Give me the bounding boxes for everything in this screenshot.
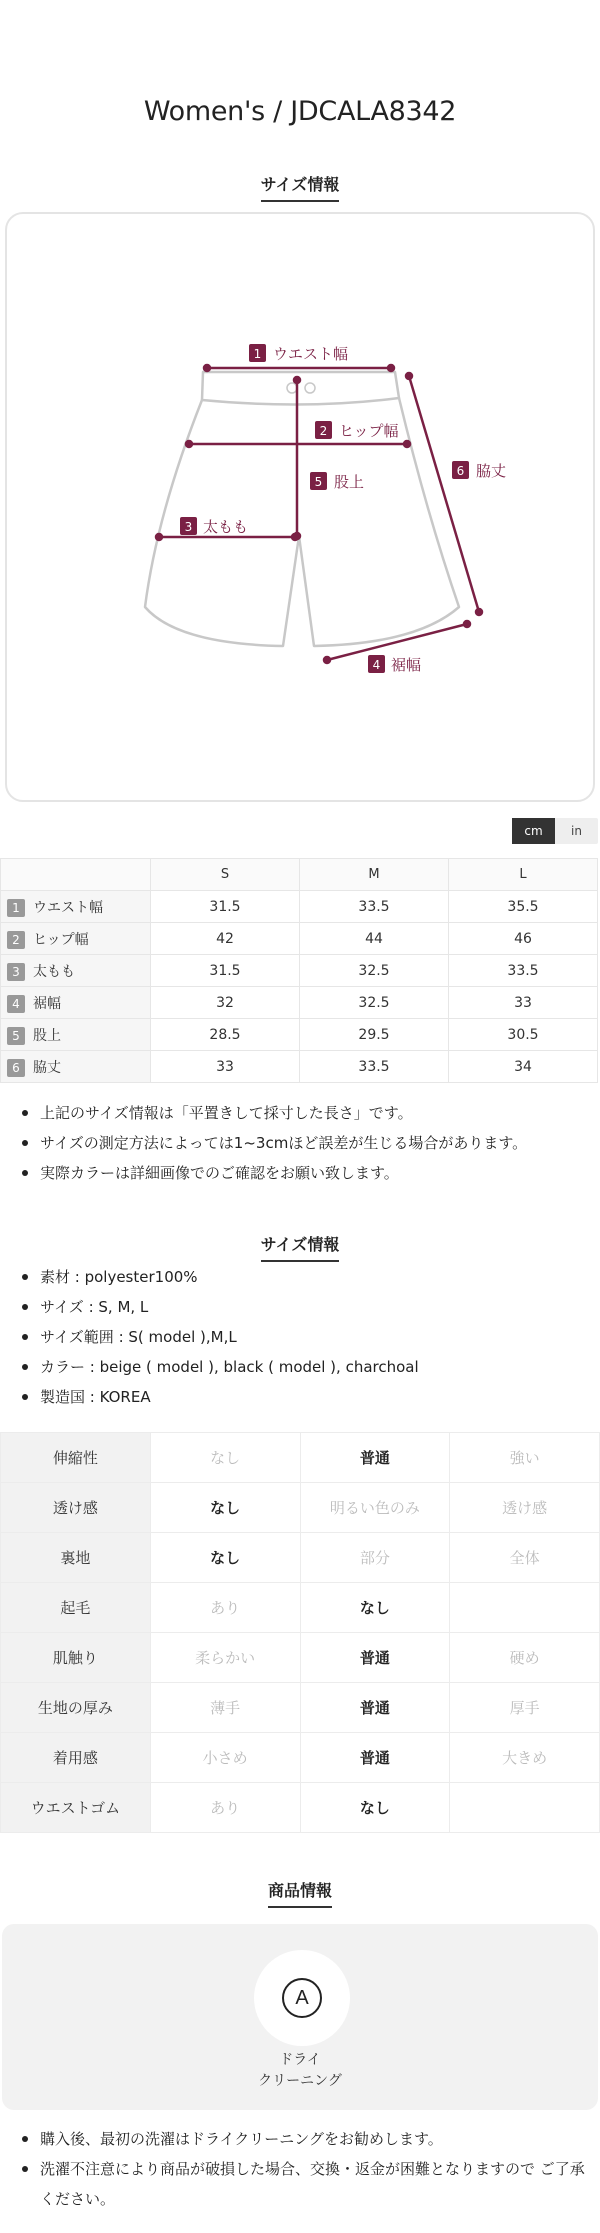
label-waist [249,344,348,363]
fabric-feel-table [0,1432,600,1833]
size-table-header [1,859,598,891]
header-blank [1,859,151,891]
feel-option: 透け感 [450,1483,600,1533]
feel-option: 硬め [450,1633,600,1683]
svg-text:4: 4 [372,658,381,672]
table-row [1,1783,600,1833]
row-label-text: ウエスト幅 [33,899,103,916]
label-rise [310,472,364,491]
cell-value: 33.5 [300,1051,449,1083]
feel-option: あり [150,1783,300,1833]
feel-option: 厚手 [450,1683,600,1733]
svg-text:ウエスト幅: ウエスト幅 [273,345,349,363]
feel-label: ウエストゴム [1,1783,151,1833]
cell-value: 34 [449,1051,598,1083]
row-label-text: 太もも [33,963,75,980]
svg-text:3: 3 [184,520,193,534]
feel-option: 柔らかい [150,1633,300,1683]
cell-value: 33.5 [300,891,449,923]
waist-buttons [287,383,315,393]
row-number-badge: 4 [7,995,25,1013]
feel-label: 着用感 [1,1733,151,1783]
table-row [1,1583,600,1633]
table-row [1,1683,600,1733]
table-row [1,1733,600,1783]
row-number-badge: 5 [7,1027,25,1045]
label-hem [368,655,421,674]
cell-value: 30.5 [449,1019,598,1051]
svg-text:ヒップ幅: ヒップ幅 [339,422,399,440]
cell-value: 31.5 [151,891,300,923]
table-row [1,923,598,955]
shorts-illustration [7,214,597,804]
size-table [0,858,598,1083]
svg-text:股上: 股上 [334,473,365,491]
shorts-outline [145,372,459,646]
feel-option-selected: なし [300,1583,450,1633]
feel-option: 部分 [300,1533,450,1583]
row-label [1,1019,151,1051]
product-section-title: 商品情報 [268,1878,332,1908]
unit-toggle[interactable] [512,818,598,844]
spec-list [20,1262,590,1412]
cell-value: 33.5 [449,955,598,987]
feel-label: 裏地 [1,1533,151,1583]
cell-value: 31.5 [151,955,300,987]
feel-option-selected: 普通 [300,1733,450,1783]
cell-value: 42 [151,923,300,955]
feel-label: 起毛 [1,1583,151,1633]
cell-value: 29.5 [300,1019,449,1051]
unit-in-button[interactable]: in [571,824,582,838]
table-row [1,1633,600,1683]
feel-option-selected: 普通 [300,1633,450,1683]
product-section-heading [0,1878,600,1908]
feel-option-selected: なし [150,1483,300,1533]
row-label [1,1051,151,1083]
row-label [1,891,151,923]
feel-option: 強い [450,1433,600,1483]
cell-value: 35.5 [449,891,598,923]
feel-option [450,1583,600,1633]
feel-option-selected: なし [300,1783,450,1833]
svg-text:2: 2 [319,424,328,438]
row-number-badge: 2 [7,931,25,949]
list-item: 実際カラーは詳細画像でのご確認をお願い致します。 [20,1158,590,1188]
header-size-s: S [151,859,300,891]
list-item: サイズ : S, M, L [20,1292,590,1322]
list-item: 上記のサイズ情報は「平置きして採寸した長さ」です。 [20,1098,590,1128]
feel-option: なし [150,1433,300,1483]
cell-value: 33 [151,1051,300,1083]
measure-lines [156,365,482,663]
row-label [1,923,151,955]
label-hip [315,421,399,440]
size-notes-list [20,1098,590,1188]
unit-cm-button[interactable]: cm [512,818,555,844]
header-size-l: L [449,859,598,891]
feel-option: 小さめ [150,1733,300,1783]
label-thigh [180,517,248,536]
care-icon-circle [254,1950,350,2046]
svg-text:6: 6 [456,464,465,478]
feel-label: 肌触り [1,1633,151,1683]
cell-value: 32.5 [300,955,449,987]
feel-label: 透け感 [1,1483,151,1533]
row-number-badge: 3 [7,963,25,981]
cell-value: 33 [449,987,598,1019]
row-label-text: 裾幅 [33,995,61,1012]
svg-text:5: 5 [314,475,323,489]
feel-option-selected: なし [150,1533,300,1583]
cell-value: 28.5 [151,1019,300,1051]
table-row [1,987,598,1019]
size-diagram [5,212,595,802]
cell-value: 32.5 [300,987,449,1019]
list-item: 素材 : polyester100% [20,1262,590,1292]
list-item: 洗濯不注意により商品が破損した場合、交換・返金が困難となりますので ご了承ください。 [20,2154,590,2214]
row-label [1,987,151,1019]
feel-option: 大きめ [450,1733,600,1783]
feel-label: 生地の厚み [1,1683,151,1733]
svg-text:1: 1 [253,347,262,361]
table-row [1,1051,598,1083]
table-row [1,1533,600,1583]
dry-cleaning-icon: A [282,1978,322,2018]
feel-option: あり [150,1583,300,1633]
header-size-m: M [300,859,449,891]
feel-option: 明るい色のみ [300,1483,450,1533]
feel-option: 薄手 [150,1683,300,1733]
care-notes-list [20,2124,590,2214]
row-number-badge: 1 [7,899,25,917]
cell-value: 46 [449,923,598,955]
table-row [1,955,598,987]
care-label: ドライ クリーニング [258,2052,342,2089]
table-row [1,1483,600,1533]
svg-text:脇丈: 脇丈 [476,462,507,480]
svg-text:太もも: 太もも [203,518,249,536]
list-item: カラー : beige ( model ), black ( model ), charchoal [20,1352,590,1382]
table-row [1,1433,600,1483]
size-section-heading [0,172,600,202]
row-label [1,955,151,987]
row-number-badge: 6 [7,1059,25,1077]
feel-option-selected: 普通 [300,1433,450,1483]
spec-section-title: サイズ情報 [261,1232,340,1262]
list-item: サイズ範囲 : S( model ),M,L [20,1322,590,1352]
size-section-title: サイズ情報 [261,172,340,202]
list-item: 製造国 : KOREA [20,1382,590,1412]
row-label-text: ヒップ幅 [33,931,89,948]
row-label-text: 脇丈 [33,1059,61,1076]
row-label-text: 股上 [33,1027,61,1044]
table-row [1,1019,598,1051]
svg-text:裾幅: 裾幅 [391,656,422,674]
label-outseam [452,461,506,480]
product-title: Women's / JDCALA8342 [143,96,457,127]
feel-label: 伸縮性 [1,1433,151,1483]
list-item: サイズの測定方法によっては1~3cmほど誤差が生じる場合があります。 [20,1128,590,1158]
spec-section-heading [0,1232,600,1262]
list-item: 購入後、最初の洗濯はドライクリーニングをお勧めします。 [20,2124,590,2154]
feel-option-selected: 普通 [300,1683,450,1733]
table-row [1,891,598,923]
care-panel [2,1924,598,2110]
cell-value: 44 [300,923,449,955]
feel-option: 全体 [450,1533,600,1583]
cell-value: 32 [151,987,300,1019]
feel-option [450,1783,600,1833]
